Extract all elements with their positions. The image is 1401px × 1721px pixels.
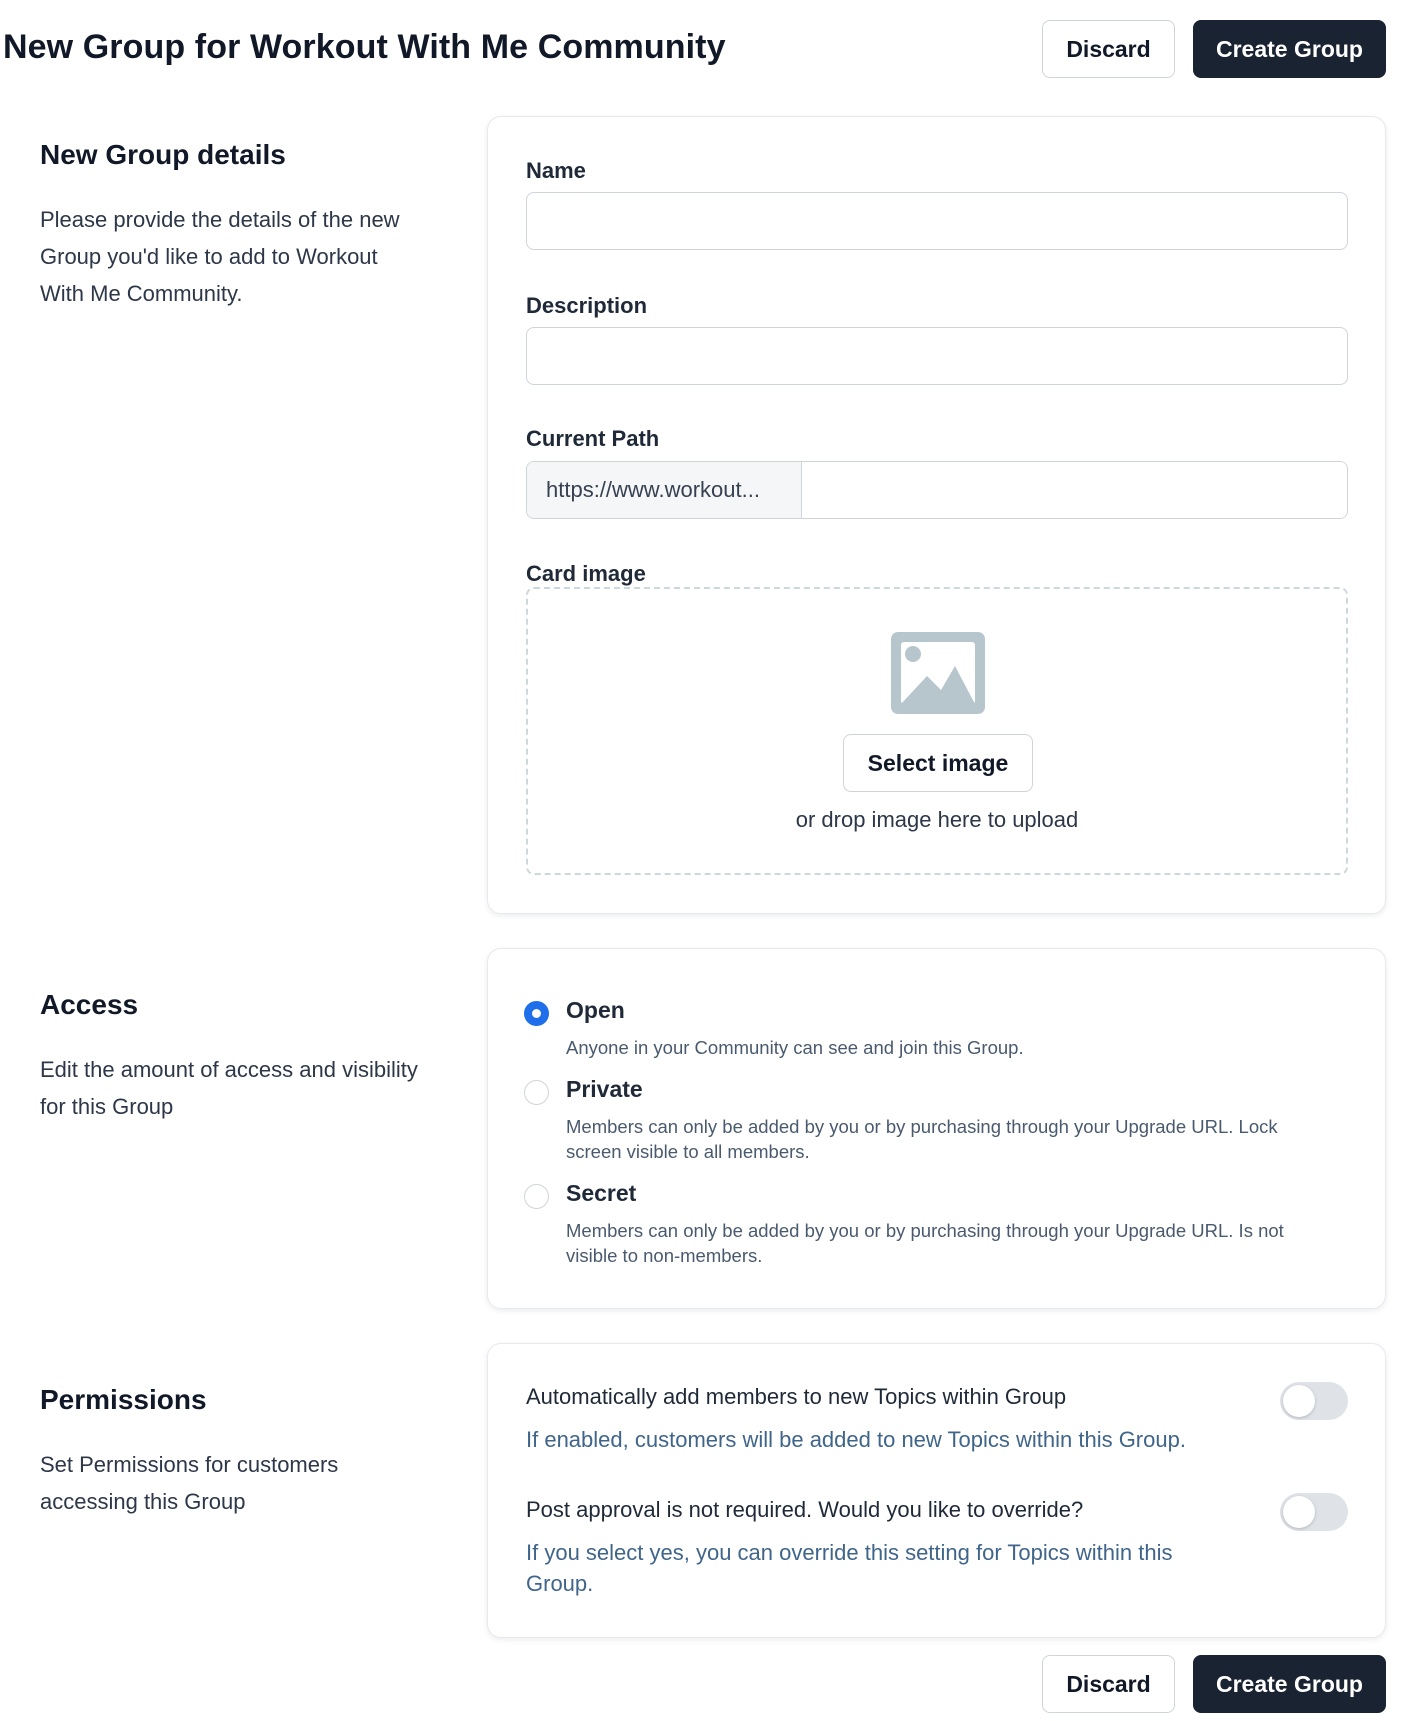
name-input[interactable] xyxy=(526,192,1348,250)
access-option-label: Secret xyxy=(566,1180,637,1206)
access-option-private[interactable] xyxy=(524,1076,1344,1162)
permission-description: If you select yes, you can override this setting for Topics within this Group. xyxy=(526,1540,1173,1596)
permissions-section-intro xyxy=(40,1384,420,1520)
description-label: Description xyxy=(526,293,648,318)
permission-title: Automatically add members to new Topics within Group xyxy=(526,1384,1067,1409)
drop-hint-text: or drop image here to upload xyxy=(795,807,1079,832)
access-option-description: Members can only be added by you or by purchasing through your Upgrade URL. Lock screen visible to all members. xyxy=(566,1116,1278,1162)
description-input[interactable] xyxy=(526,327,1348,385)
radio-secret[interactable] xyxy=(524,1184,549,1209)
details-section-description: Please provide the details of the new Group you'd like to add to Workout With Me Community. xyxy=(40,207,400,306)
current-path-field xyxy=(526,461,1348,519)
post-approval-toggle[interactable] xyxy=(1280,1493,1348,1531)
permissions-section-title: Permissions xyxy=(40,1384,207,1415)
page-header xyxy=(0,0,1401,96)
radio-open[interactable] xyxy=(524,1001,549,1026)
access-option-label: Private xyxy=(566,1076,643,1102)
details-card xyxy=(487,116,1386,914)
radio-private[interactable] xyxy=(524,1080,549,1105)
access-option-secret[interactable] xyxy=(524,1180,1344,1266)
discard-button[interactable]: Discard xyxy=(1042,20,1175,78)
access-option-label: Open xyxy=(566,997,625,1023)
footer-create-group-button[interactable]: Create Group xyxy=(1193,1655,1386,1713)
path-prefix: https://www.workout... xyxy=(527,462,802,518)
access-section-intro xyxy=(40,989,420,1125)
details-section-intro xyxy=(40,139,420,312)
name-label: Name xyxy=(526,158,586,183)
access-section-description: Edit the amount of access and visibility for this Group xyxy=(40,1057,418,1119)
card-image-label: Card image xyxy=(526,561,646,586)
image-dropzone[interactable] xyxy=(526,587,1348,875)
current-path-label: Current Path xyxy=(526,426,660,451)
permission-title: Post approval is not required. Would you like to override? xyxy=(526,1497,1084,1522)
image-icon xyxy=(891,632,985,714)
permissions-card xyxy=(487,1343,1386,1638)
auto-add-toggle[interactable] xyxy=(1280,1382,1348,1420)
permission-description: If enabled, customers will be added to new Topics within this Group. xyxy=(526,1427,1186,1452)
details-section-title: New Group details xyxy=(40,139,286,170)
permission-post-approval xyxy=(526,1497,1348,1607)
create-group-button[interactable]: Create Group xyxy=(1193,20,1386,78)
permission-auto-add xyxy=(526,1384,1348,1464)
access-option-open[interactable] xyxy=(524,997,1344,1057)
access-card xyxy=(487,948,1386,1309)
access-option-description: Anyone in your Community can see and join this Group. xyxy=(566,1037,1024,1058)
path-input[interactable] xyxy=(802,462,1347,518)
select-image-button[interactable]: Select image xyxy=(843,734,1033,792)
footer-discard-button[interactable]: Discard xyxy=(1042,1655,1175,1713)
page-title: New Group for Workout With Me Community xyxy=(3,28,726,66)
access-section-title: Access xyxy=(40,989,139,1020)
access-option-description: Members can only be added by you or by purchasing through your Upgrade URL. Is not visible to non-members. xyxy=(566,1220,1284,1266)
permissions-section-description: Set Permissions for customers accessing this Group xyxy=(40,1452,339,1514)
